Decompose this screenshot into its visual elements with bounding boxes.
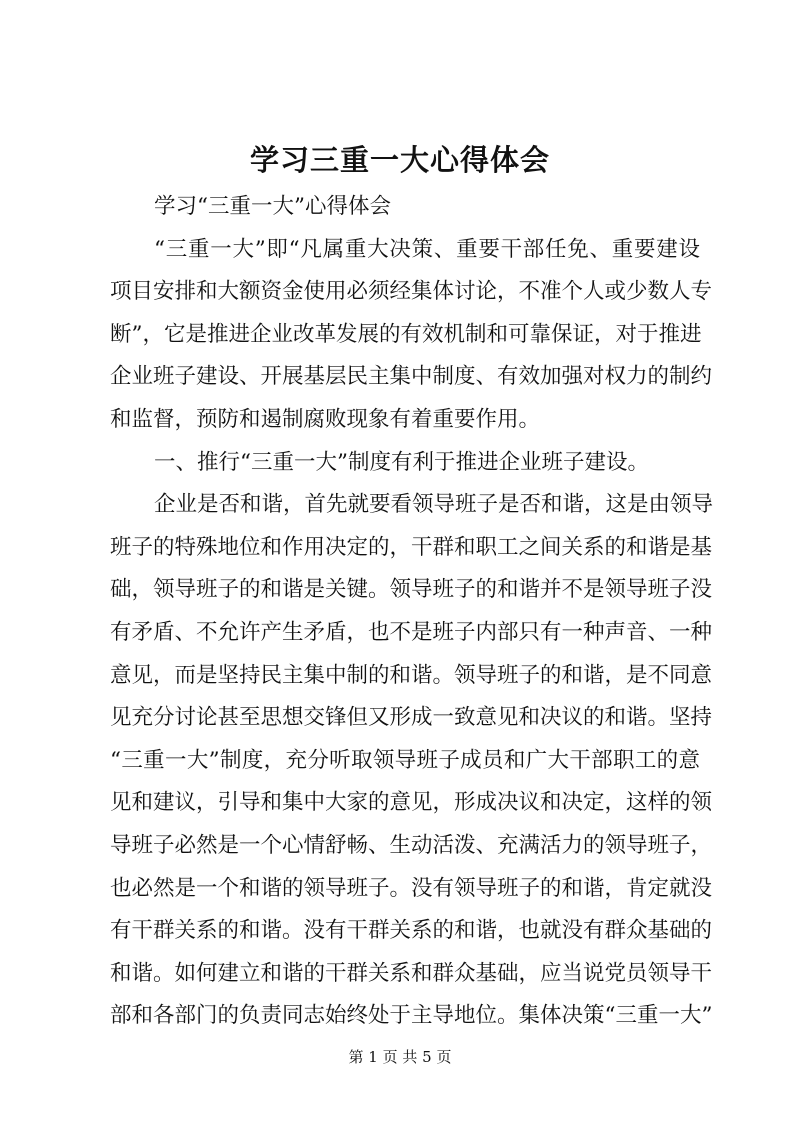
document-body	[110, 186, 714, 1038]
text-line: 见和建议，引导和集中大家的意见，形成决议和决定，这样的领	[110, 790, 713, 816]
text-line: 一、推行“三重一大”制度有利于推进企业班子建设。	[154, 449, 649, 475]
page-footer: 第 1 页 共 5 页	[348, 1048, 452, 1066]
text-line: 也必然是一个和谐的领导班子。没有领导班子的和谐，肯定就没	[110, 875, 713, 901]
text-line: 项目安排和大额资金使用必须经集体讨论，不准个人或少数人专	[110, 279, 713, 305]
text-line: 和谐。如何建立和谐的干群关系和群众基础，应当说党员领导干	[110, 960, 713, 986]
text-line: 断”，它是推进企业改革发展的有效机制和可靠保证，对于推进	[110, 321, 702, 347]
text-line: 学习“三重一大”心得体会	[154, 194, 391, 219]
text-line: 见充分讨论甚至思想交锋但又形成一致意见和决议的和谐。坚持	[110, 705, 713, 731]
text-line: 企业是否和谐，首先就要看领导班子是否和谐，这是由领导	[154, 492, 714, 518]
text-line: 班子的特殊地位和作用决定的，干群和职工之间关系的和谐是基	[110, 534, 713, 560]
text-line: 企业班子建设、开展基层民主集中制度、有效加强对权力的制约	[110, 364, 713, 390]
text-line: 导班子必然是一个心情舒畅、生动活泼、充满活力的领导班子，	[110, 832, 713, 858]
text-line: 有矛盾、不允许产生矛盾，也不是班子内部只有一种声音、一种	[110, 619, 713, 645]
document-title: 学习三重一大心得体会	[249, 143, 550, 177]
text-line: 础，领导班子的和谐是关键。领导班子的和谐并不是领导班子没	[110, 577, 713, 603]
text-line: “三重一大”即“凡属重大决策、重要干部任免、重要建设	[154, 236, 700, 262]
text-line: 有干群关系的和谐。没有干群关系的和谐，也就没有群众基础的	[110, 918, 713, 944]
text-line: “三重一大”制度，充分听取领导班子成员和广大干部职工的意	[110, 747, 700, 773]
text-line: 意见，而是坚持民主集中制的和谐。领导班子的和谐，是不同意	[110, 662, 713, 688]
text-line: 部和各部门的负责同志始终处于主导地位。集体决策“三重一大”	[110, 1003, 713, 1029]
text-line: 和监督，预防和遏制腐败现象有着重要作用。	[110, 406, 541, 432]
